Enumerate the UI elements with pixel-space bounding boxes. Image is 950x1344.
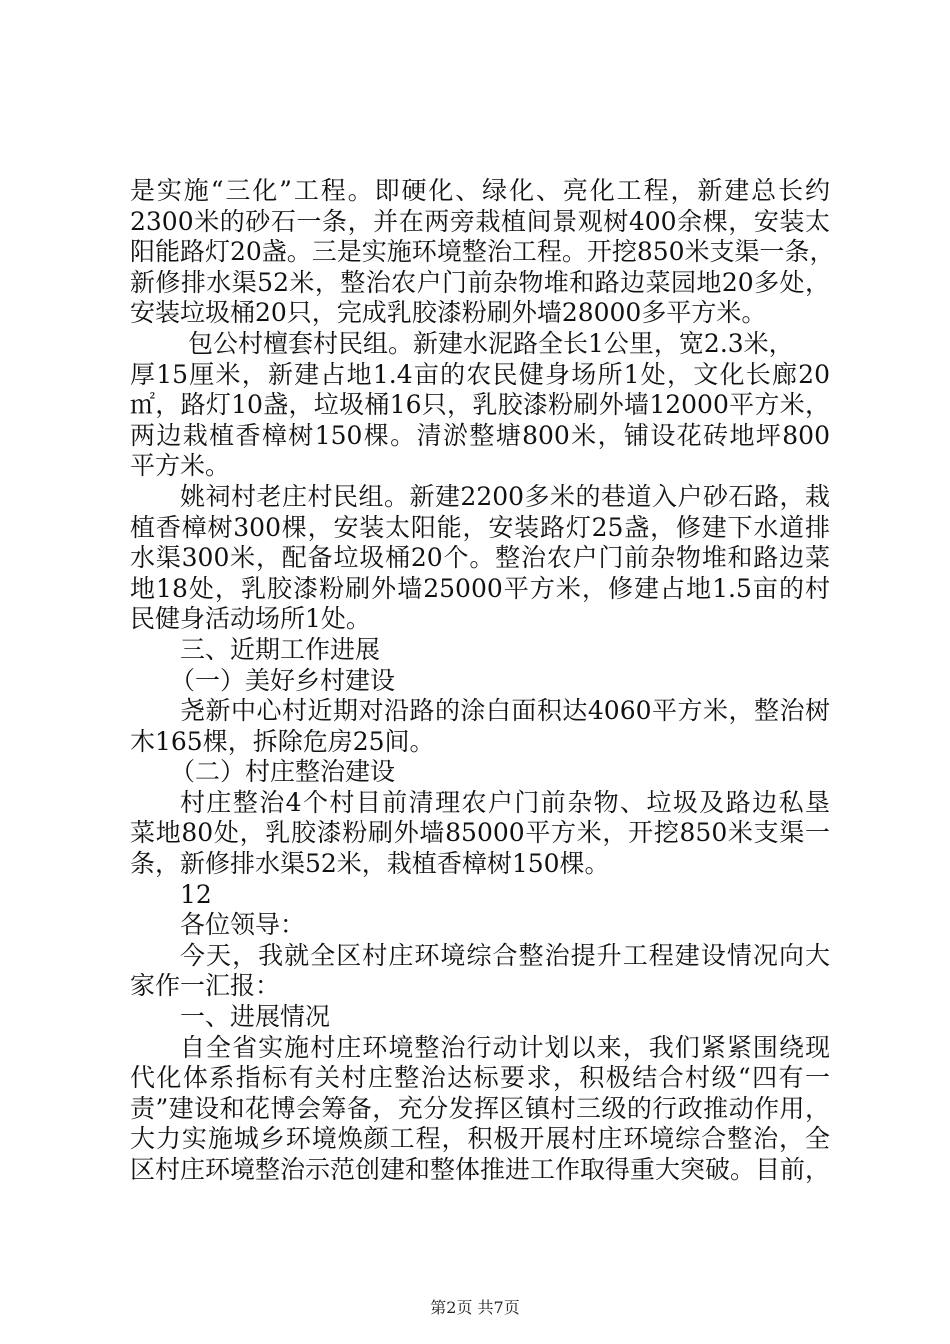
text-line: 木165棵，拆除危房25间。	[130, 726, 435, 756]
body-text	[130, 176, 835, 1186]
text-line: 厚15厘米，新建占地1.4亩的农民健身场所1处，文化长廊20	[130, 359, 830, 389]
subsection-heading: （一）美好乡村建设	[170, 665, 396, 695]
text-line: 植香樟树300棵，安装太阳能，安装路灯25盏，修建下水道排	[130, 512, 830, 542]
text-line: 阳能路灯20盏。三是实施环境整治工程。开挖850米支渠一条，	[130, 237, 835, 267]
text-line: 责”建设和花博会筹备，充分发挥区镇村三级的行政推动作用，	[130, 1093, 830, 1123]
text-line: 地18处，乳胶漆粉刷外墙25000平方米，修建占地1.5亩的村	[130, 573, 830, 603]
text-line: 条，新修排水渠52米，栽植香樟树150棵。	[130, 849, 610, 879]
salutation: 各位领导：	[180, 910, 306, 940]
text-line: 是实施“三化”工程。即硬化、绿化、亮化工程，新建总长约	[130, 176, 830, 205]
text-line: 家作一汇报：	[130, 971, 281, 1001]
page-number-label: 第2页 共7页	[430, 1298, 520, 1317]
text-line: 水渠300米，配备垃圾桶20个。整治农户门前杂物堆和路边菜	[130, 543, 830, 573]
text-line: 2300米的砂石一条，并在两旁栽植间景观树400余棵，安装太	[130, 206, 830, 236]
text-line: 大力实施城乡环境焕颜工程，积极开展村庄环境综合整治，全	[130, 1124, 830, 1154]
paragraph-start: 包公村檀套村民组。新建水泥路全长1公里，宽2.3米，	[188, 328, 794, 358]
text-line: 民健身活动场所1处。	[130, 604, 371, 634]
text-line: 平方米。	[130, 451, 231, 481]
text-line: ㎡，路灯10盏，垃圾桶16只，乳胶漆粉刷外墙12000平方米，	[130, 390, 830, 420]
page-marker: 12	[180, 879, 212, 909]
text-line: 新修排水渠52米，整治农户门前杂物堆和路边菜园地20多处，	[130, 267, 830, 297]
text-line: 代化体系指标有关村庄整治达标要求，积极结合村级“四有一	[130, 1063, 830, 1093]
text-line: 安装垃圾桶20只，完成乳胶漆粉刷外墙28000多平方米。	[130, 298, 767, 328]
page-footer	[0, 1298, 950, 1318]
section-heading: 三、近期工作进展	[180, 634, 381, 664]
text-line: 菜地80处，乳胶漆粉刷外墙85000平方米，开挖850米支渠一	[130, 818, 830, 848]
paragraph-start: 姚祠村老庄村民组。新建2200多米的巷道入户砂石路，栽	[180, 481, 830, 511]
paragraph-start: 村庄整治4个村目前清理农户门前杂物、垃圾及路边私垦	[180, 787, 830, 817]
paragraph-start: 自全省实施村庄环境整治行动计划以来，我们紧紧围绕现	[180, 1032, 830, 1062]
text-line: 区村庄环境整治示范创建和整体推进工作取得重大突破。目前，	[130, 1155, 831, 1184]
section-heading: 一、进展情况	[180, 1002, 331, 1032]
subsection-heading: （二）村庄整治建设	[170, 757, 396, 787]
paragraph-start: 今天，我就全区村庄环境综合整治提升工程建设情况向大	[180, 940, 830, 970]
paragraph-start: 尧新中心村近期对沿路的涂白面积达4060平方米，整治树	[180, 696, 830, 726]
text-line: 两边栽植香樟树150棵。清淤整塘800米，铺设花砖地坪800	[130, 420, 830, 450]
